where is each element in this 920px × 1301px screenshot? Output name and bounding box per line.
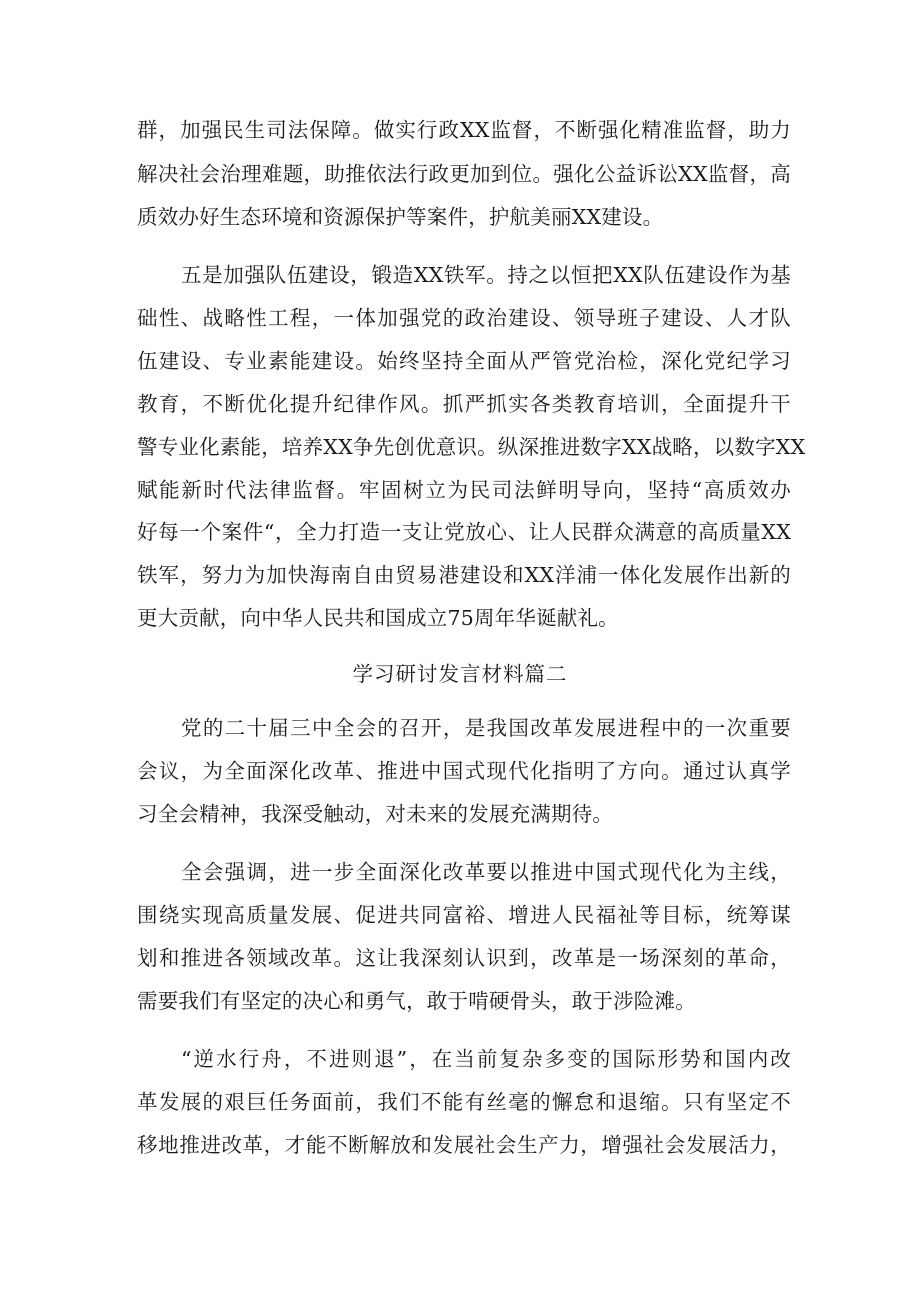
paragraph-line: 伍建设、专业素能建设。始终坚持全面从严管党治检，深化党纪学习 <box>137 349 791 373</box>
paragraph-line: 警专业化素能，培养XX争先创优意识。纵深推进数字XX战略，以数字XX <box>137 435 806 459</box>
paragraph-line: 赋能新时代法律监督。牢固树立为民司法鲜明导向，坚持“高质效办 <box>137 478 791 502</box>
paragraph-line: 更大贡献，向中华人民共和国成立75周年华诞献礼。 <box>137 606 619 630</box>
paragraph-line: 需要我们有坚定的决心和勇气，敢于啃硬骨头，敢于涉险滩。 <box>137 989 696 1013</box>
paragraph-line: 习全会精神，我深受触动，对未来的发展充满期待。 <box>137 802 614 826</box>
paragraph-line: 革发展的艰巨任务面前，我们不能有丝毫的懈怠和退缩。只有坚定不 <box>137 1090 791 1114</box>
paragraph-line: 五是加强队伍建设，锻造XX铁军。持之以恒把XX队伍建设作为基 <box>181 263 791 287</box>
paragraph-line: 解决社会治理难题，助推依法行政更加到位。强化公益诉讼XX监督，高 <box>137 162 791 186</box>
paragraph-line: 党的二十届三中全会的召开，是我国改革发展进程中的一次重要 <box>181 716 791 740</box>
paragraph-line: 质效办好生态环境和资源保护等案件，护航美丽XX建设。 <box>137 205 664 229</box>
paragraph-line: 教育，不断优化提升纪律作风。抓严抓实各类教育培训，全面提升干 <box>137 392 791 416</box>
paragraph-line: “逆水行舟，不进则退”，在当前复杂多变的国际形势和国内改 <box>181 1047 791 1071</box>
paragraph-line: 划和推进各领域改革。这让我深刻认识到，改革是一场深刻的革命， <box>137 946 791 970</box>
paragraph-line: 好每一个案件“，全力打造一支让党放心、让人民群众满意的高质量XX <box>137 520 791 544</box>
paragraph-line: 围绕实现高质量发展、促进共同富裕、增进人民福祉等目标，统筹谋 <box>137 903 791 927</box>
paragraph-line: 铁军，努力为加快海南自由贸易港建设和XX洋浦一体化发展作出新的 <box>137 563 791 587</box>
paragraph-line: 全会强调，进一步全面深化改革要以推进中国式现代化为主线， <box>181 860 791 884</box>
section-heading: 学习研讨发言材料篇二 <box>352 662 568 686</box>
paragraph-line: 移地推进改革，才能不断解放和发展社会生产力，增强社会发展活力， <box>137 1133 791 1157</box>
paragraph-line: 础性、战略性工程，一体加强党的政治建设、领导班子建设、人才队 <box>137 306 791 330</box>
paragraph-line: 会议，为全面深化改革、推进中国式现代化指明了方向。通过认真学 <box>137 759 791 783</box>
paragraph-line: 群，加强民生司法保障。做实行政XX监督，不断强化精准监督，助力 <box>137 118 791 142</box>
